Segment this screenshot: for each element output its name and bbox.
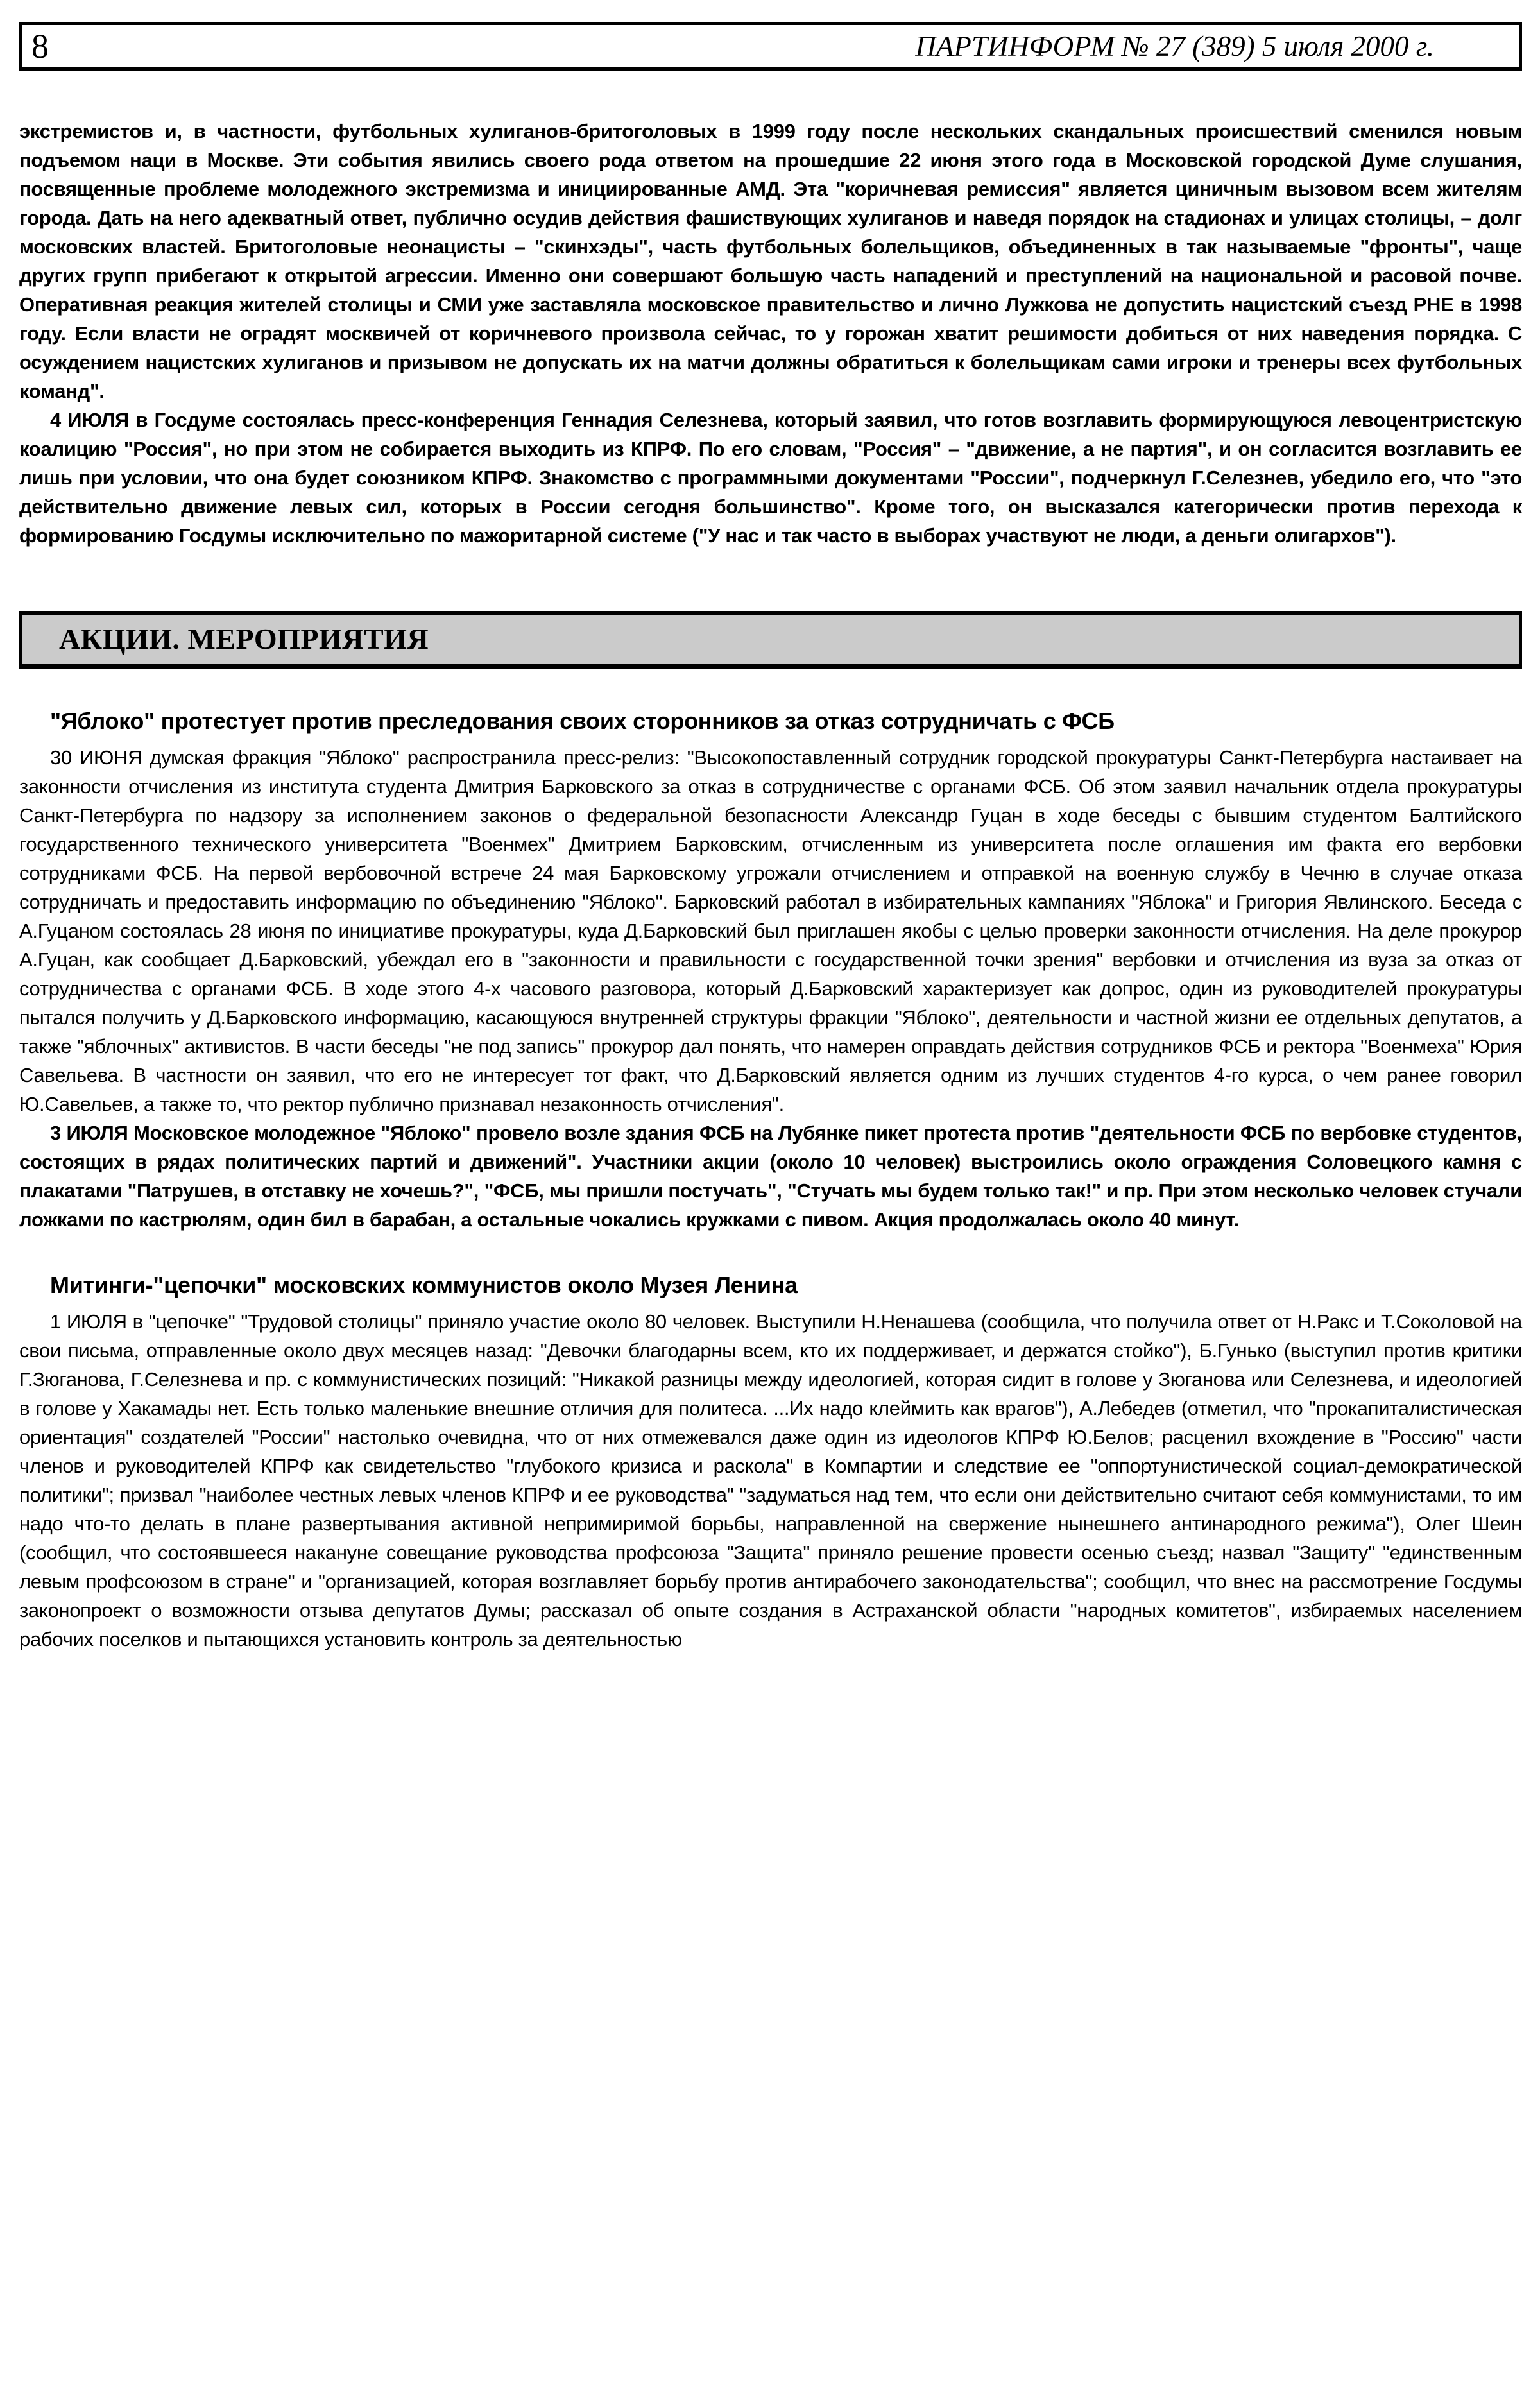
section-title: АКЦИИ. МЕРОПРИЯТИЯ [59, 622, 429, 655]
section-header-bar [19, 611, 1522, 669]
article-paragraph-june30: 30 ИЮНЯ думская фракция "Яблоко" распространила пресс-релиз: "Высокопоставленный сотрудник городской прокуратуры Санкт-Петербурга настаивает на законности отчисления из института студента Дмитрия Барковского за отказ в сотрудничестве с органами ФСБ. Об этом заявил начальник отдела прокуратуры Санкт-Петербурга по надзору за исполнением законов о федеральной безопасности Александр Гуцан в ходе беседы с бывшим студентом Балтийского государственного технического университета "Военмех" Дмитрием Барковским, отчисленным из университета после оглашения им факта его вербовки сотрудниками ФСБ. На первой вербовочной встрече 24 мая Барковскому угрожали отчислением и отправкой на военную службу в Чечню в случае отказа сотрудничать и предоставить информацию по объединению "Яблоко". Барковский работал в избирательных кампаниях "Яблока" и Григория Явлинского. Беседа с А.Гуцаном состоялась 28 июня по инициативе прокуратуры, куда Д.Барковский был приглашен якобы с целью проверки законности отчисления. На деле прокурор А.Гуцан, как сообщает Д.Барковский, убеждал его в "законности и правильности с государственной точки зрения" вербовки и отчисления из вуза за отказ от сотрудничества с органами ФСБ. В ходе этого 4-х часового разговора, который Д.Барковский характеризует как допрос, один из руководителей прокуратуры пытался получить у Д.Барковского информацию, касающуюся внутренней структуры фракции "Яблоко", деятельности и частной жизни ее отдельных депутатов, а также "яблочных" активистов. В части беседы "не под запись" прокурор дал понять, что намерен оправдать действия сотрудников ФСБ и ректора "Военмеха" Юрия Савельева. В частности он заявил, что его не интересует тот факт, что Д.Барковский является одним из лучших студентов 4-го курса, о чем ранее говорил Ю.Савельев, а также то, что ректор публично признавал незаконность отчисления". [19, 746, 1522, 1115]
page-header [19, 22, 1522, 71]
intro-paragraph-continued: экстремистов и, в частности, футбольных хулиганов-бритоголовых в 1999 году после нескольких скандальных происшествий сменился новым подъемом наци в Москве. Эти события явились своего рода ответом на прошедшие 22 июня этого года в Московской городской Думе слушания, посвященные проблеме молодежного экстремизма и инициированные АМД. Эта "коричневая ремиссия" является циничным вызовом всем жителям города. Дать на него адекватный ответ, публично осудив действия фашиствующих хулиганов и наведя порядок на стадионах и улицах столицы, – долг московских властей. Бритоголовые неонацисты – "скинхэды", часть футбольных болельщиков, объединенных в так называемые "фронты", чаще других групп прибегают к открытой агрессии. Именно они совершают большую часть нападений и преступлений на национальной и расовой почве. Оперативная реакция жителей столицы и СМИ уже заставляла московское правительство и лично Лужкова не допустить нацистский съезд РНЕ в 1998 году. Если власти не оградят москвичей от коричневого произвола сейчас, то у горожан хватит решимости добиться от них наведения порядка. С осуждением нацистских хулиганов и призывом не допускать их на матчи должны обратиться к болельщикам сами игроки и тренеры всех футбольных команд". [19, 120, 1522, 402]
article-heading-yabloko-fsb: "Яблоко" протестует против преследования своих сторонников за отказ сотрудничать с ФСБ [50, 708, 1115, 734]
article-paragraph-july3: 3 ИЮЛЯ Московское молодежное "Яблоко" провело возле здания ФСБ на Лубянке пикет протеста против "деятельности ФСБ по вербовке студентов, состоящих в рядах политических партий и движений". Участники акции (около 10 человек) выстроились около ограждения Соловецкого камня с плакатами "Патрушев, в отставку не хочешь?", "ФСБ, мы пришли постучать", "Стучать мы будем только так!" и пр. При этом несколько человек стучали ложками по кастрюлям, один бил в барабан, а остальные чокались кружками с пивом. Акция продолжалась около 40 минут. [19, 1122, 1522, 1231]
newsletter-masthead: ПАРТИНФОРМ № 27 (389) 5 июля 2000 г. [915, 30, 1434, 62]
article-heading-communist-rallies: Митинги-"цепочки" московских коммунистов около Музея Ленина [50, 1272, 798, 1298]
article-paragraph-july1: 1 ИЮЛЯ в "цепочке" "Трудовой столицы" приняло участие около 80 человек. Выступили Н.Ненашева (сообщила, что получила ответ от Н.Ракс и Т.Соколовой на свои письма, отправленные около двух месяцев назад: "Девочки благодарны всем, кто их поддерживает, и держатся стойко"), Б.Гунько (выступил против критики Г.Зюганова, Г.Селезнева и пр. с коммунистических позиций: "Никакой разницы между идеологией, которая сидит в голове у Зюганова или Селезнева, и идеологией в голове у Хакамады нет. Есть только маленькие внешние отличия для политеса. ...Их надо клеймить как врагов"), А.Лебедев (отметил, что "прокапиталистическая ориентация" создателей "России" настолько очевидна, что от них отмежевался даже один из идеологов КПРФ Ю.Белов; расценил вхождение в "Россию" части членов и руководителей КПРФ как свидетельство "глубокого кризиса и раскола" в Компартии и следствие ее "оппортунистической социал-демократической политики"; призвал "наиболее честных левых членов КПРФ и ее руководства" "задуматься над тем, что если они действительно считают себя коммунистами, то им надо что-то делать в плане развертывания активной непримиримой борьбы, направленной на свержение нынешнего антинародного режима"), Олег Шеин (сообщил, что состоявшееся накануне совещание руководства профсоюза "Защита" приняло решение провести осенью съезд; назвал "Защиту" "единственным левым профсоюзом в стране" и "организацией, которая возглавляет борьбу против антирабочего законодательства"; сообщил, что внес на рассмотрение Госдумы законопроект о возможности отзыва депутатов Думы; рассказал об опыте создания в Астраханской области "народных комитетов", избираемых населением рабочих поселков и пытающихся установить контроль за деятельностью [19, 1310, 1522, 1650]
page-number: 8 [31, 27, 49, 65]
intro-paragraph-july4: 4 ИЮЛЯ в Госдуме состоялась пресс-конференция Геннадия Селезнева, который заявил, что готов возглавить формирующуюся левоцентристскую коалицию "Россия", но при этом не собирается выходить из КПРФ. По его словам, "Россия" – "движение, а не партия", и он согласится возглавить ее лишь при условии, что она будет союзником КПРФ. Знакомство с программными документами "России", подчеркнул Г.Селезнев, убедило его, что "это действительно движение левых сил, которых в России сегодня большинство". Кроме того, он высказался категорически против перехода к формированию Госдумы исключительно по мажоритарной системе ("У нас и так часто в выборах участвуют не люди, а деньги олигархов"). [19, 409, 1522, 547]
page-content [19, 117, 1522, 1654]
